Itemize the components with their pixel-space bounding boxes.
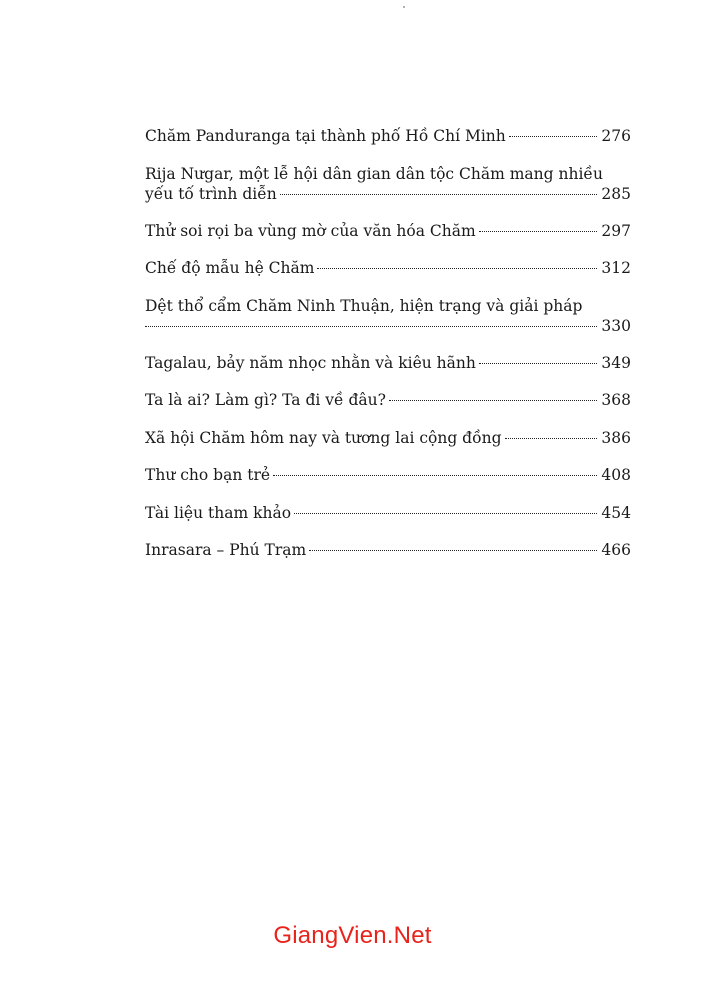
toc-entry-page: 386	[601, 428, 631, 447]
toc-entry	[145, 503, 631, 523]
toc-entry-title: Inrasara – Phú Trạm	[145, 541, 307, 559]
toc-entry	[145, 126, 631, 146]
toc-entry-title: Ta là ai? Làm gì? Ta đi về đâu?	[145, 391, 386, 409]
toc-entry-page: 285	[601, 184, 631, 203]
toc-entry-title: Chế độ mẫu hệ Chăm	[145, 259, 315, 277]
dot-leader	[145, 326, 597, 327]
dot-leader	[479, 231, 598, 232]
table-of-contents	[145, 126, 631, 578]
toc-entry-page: 454	[601, 503, 631, 522]
toc-entry-title: Xã hội Chăm hôm nay và tương lai cộng đồng	[145, 428, 502, 447]
toc-entry-title-line1: Rija Nưgar, một lễ hội dân gian dân tộc Chăm mang nhiều	[145, 164, 603, 183]
toc-entry-title: Thử soi rọi ba vùng mờ của văn hóa Chăm	[145, 221, 476, 240]
dot-leader	[273, 475, 597, 476]
toc-entry-title-line2: yếu tố trình diễn	[145, 184, 277, 203]
dot-leader	[389, 400, 597, 401]
watermark-text: GiangVien.Net	[273, 922, 432, 949]
toc-entry-title-line1: Dệt thổ cẩm Chăm Ninh Thuận, hiện trạng và giải pháp	[145, 296, 583, 315]
toc-entry	[145, 221, 631, 241]
dot-leader	[317, 268, 597, 269]
scan-speck	[403, 6, 405, 8]
toc-entry-page: 297	[601, 221, 631, 240]
toc-entry	[145, 296, 631, 336]
toc-entry-page: 276	[601, 127, 631, 145]
dot-leader	[479, 363, 598, 364]
toc-entry-title: Chăm Panduranga tại thành phố Hồ Chí Minh	[145, 127, 506, 145]
toc-entry	[145, 164, 631, 204]
toc-entry-title: Tagalau, bảy năm nhọc nhằn và kiêu hãnh	[145, 353, 476, 372]
dot-leader	[280, 194, 598, 195]
dot-leader	[505, 438, 598, 439]
toc-entry	[145, 258, 631, 278]
dot-leader	[509, 136, 598, 137]
toc-entry-page: 368	[601, 391, 631, 409]
toc-entry	[145, 390, 631, 410]
toc-entry-page: 466	[601, 541, 631, 559]
toc-entry-page: 408	[601, 466, 631, 484]
dot-leader	[309, 550, 597, 551]
toc-entry	[145, 353, 631, 373]
toc-entry-title: Tài liệu tham khảo	[145, 503, 292, 522]
toc-entry	[145, 428, 631, 448]
toc-entry	[145, 465, 631, 485]
toc-entry-page: 330	[601, 316, 631, 335]
toc-entry-page: 312	[601, 259, 631, 277]
toc-entry	[145, 540, 631, 560]
toc-entry-title: Thư cho bạn trẻ	[145, 466, 271, 484]
dot-leader	[294, 513, 597, 514]
toc-entry-page: 349	[601, 353, 631, 372]
